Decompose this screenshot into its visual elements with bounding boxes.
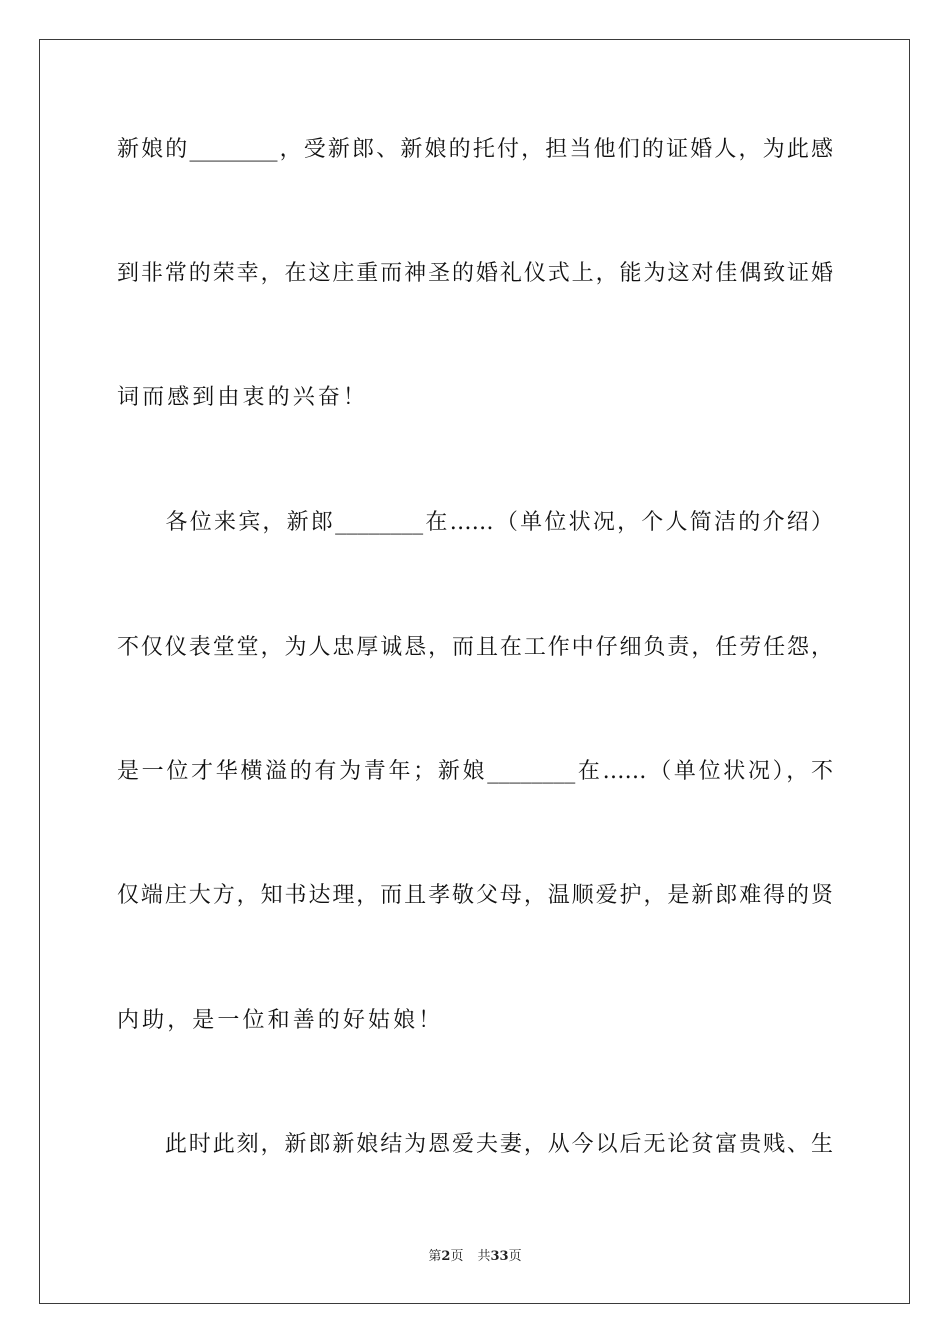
paragraph-line-1: 新娘的________，受新郎、新娘的托付，担当他们的证婚人，为此感 [117, 137, 833, 162]
paragraph-line-7: 仅端庄大方，知书达理，而且孝敬父母，温顺爱护，是新郎难得的贤 [117, 883, 833, 908]
paragraph-line-2: 到非常的荣幸，在这庄重而神圣的婚礼仪式上，能为这对佳偶致证婚 [117, 261, 833, 286]
total-suffix: 页 [508, 1249, 522, 1264]
page-number: 2 [441, 1249, 451, 1264]
page-suffix: 页 [450, 1249, 464, 1264]
paragraph-line-6: 是一位才华横溢的有为青年；新娘________在……（单位状况），不 [117, 759, 833, 784]
page-prefix: 第 [428, 1249, 442, 1264]
page-footer [0, 1248, 950, 1266]
paragraph-line-5: 不仅仪表堂堂，为人忠厚诚恳，而且在工作中仔细负责，任劳任怨， [117, 635, 833, 660]
paragraph-line-9: 此时此刻，新郎新娘结为恩爱夫妻，从今以后无论贫富贵贱、生 [117, 1132, 833, 1157]
paragraph-line-8: 内助，是一位和善的好姑娘！ [117, 1008, 444, 1033]
page-border [39, 39, 910, 1304]
paragraph-line-3: 词而感到由衷的兴奋！ [117, 385, 369, 410]
total-pages: 33 [490, 1249, 509, 1264]
total-prefix: 共 [477, 1249, 491, 1264]
paragraph-line-4: 各位来宾，新郎________在……（单位状况，个人简洁的介绍） [117, 510, 833, 535]
